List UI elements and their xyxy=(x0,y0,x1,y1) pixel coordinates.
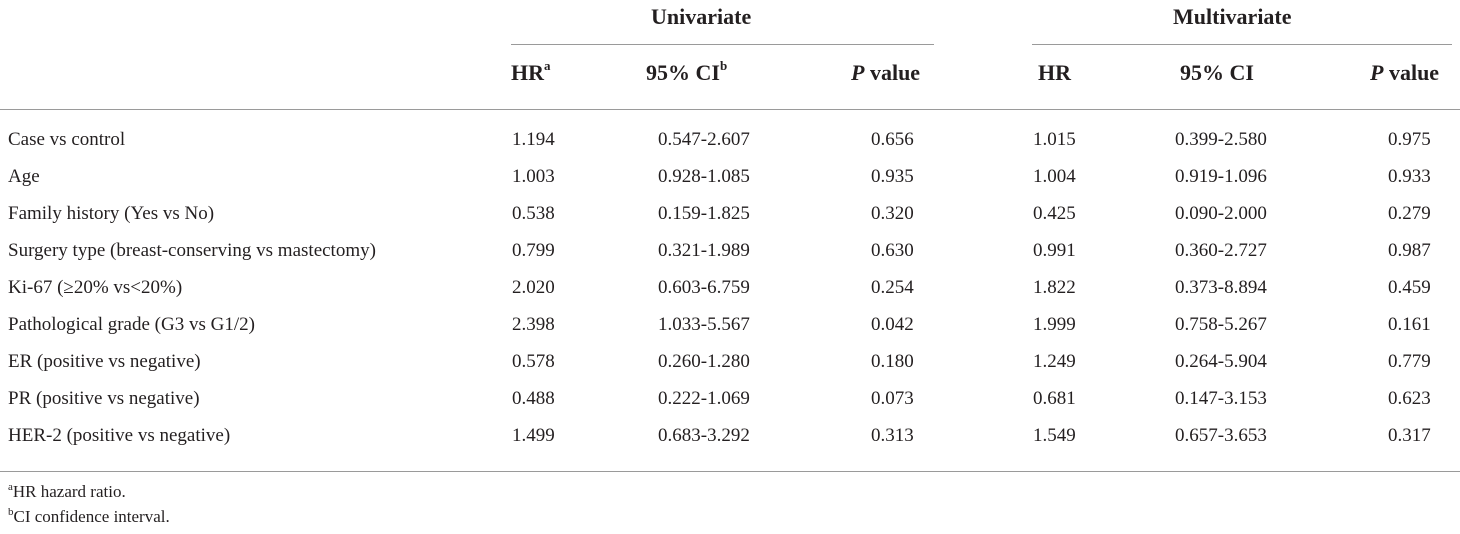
uni-hr-value: 0.578 xyxy=(512,351,555,372)
multi-hr-value: 1.549 xyxy=(1033,425,1076,446)
multi-hr-value: 0.681 xyxy=(1033,388,1076,409)
uni-ci-value: 0.222-1.069 xyxy=(658,388,750,409)
uni-ci-value: 0.928-1.085 xyxy=(658,166,750,187)
uni-hr-value: 0.799 xyxy=(512,240,555,261)
col-header-p-multi-italic: P xyxy=(1370,60,1384,85)
table-row xyxy=(0,234,1460,271)
uni-ci-value: 0.547-2.607 xyxy=(658,129,750,150)
table-row xyxy=(0,271,1460,308)
uni-hr-value: 2.398 xyxy=(512,314,555,335)
col-header-hr-multi-text: HR xyxy=(1038,60,1071,85)
row-label: Age xyxy=(8,166,40,187)
multi-hr-value: 1.015 xyxy=(1033,129,1076,150)
uni-p-value: 0.320 xyxy=(871,203,914,224)
uni-hr-value: 1.003 xyxy=(512,166,555,187)
table-row xyxy=(0,197,1460,234)
header-rule xyxy=(0,109,1460,110)
col-header-ci-sup: b xyxy=(719,58,728,73)
uni-ci-value: 0.321-1.989 xyxy=(658,240,750,261)
multi-p-value: 0.987 xyxy=(1388,240,1431,261)
uni-p-value: 0.656 xyxy=(871,129,914,150)
row-label: Ki-67 (≥20% vs<20%) xyxy=(8,277,183,298)
uni-ci-value: 0.260-1.280 xyxy=(658,351,750,372)
table-row xyxy=(0,123,1460,160)
uni-hr-value: 0.488 xyxy=(512,388,555,409)
multi-p-value: 0.279 xyxy=(1388,203,1431,224)
uni-ci-value: 0.159-1.825 xyxy=(658,203,750,224)
uni-hr-value: 0.538 xyxy=(512,203,555,224)
univariate-group-title: Univariate xyxy=(651,4,752,29)
univariate-rule xyxy=(511,44,934,45)
multi-hr-value: 1.249 xyxy=(1033,351,1076,372)
multivariate-group-title: Multivariate xyxy=(1173,4,1292,29)
uni-ci-value: 1.033-5.567 xyxy=(658,314,750,335)
footnote-hr xyxy=(8,482,126,502)
uni-p-value: 0.254 xyxy=(871,277,914,298)
col-header-ci xyxy=(646,60,727,86)
table-row xyxy=(0,345,1460,382)
col-header-ci-multi xyxy=(1180,60,1254,86)
multi-p-value: 0.623 xyxy=(1388,388,1431,409)
row-label: Surgery type (breast-conserving vs mastectomy) xyxy=(8,240,376,261)
uni-p-value: 0.073 xyxy=(871,388,914,409)
col-header-p-value-multi xyxy=(1370,60,1439,86)
multivariate-rule xyxy=(1032,44,1452,45)
row-label: PR (positive vs negative) xyxy=(8,388,200,409)
multi-hr-value: 0.991 xyxy=(1033,240,1076,261)
multi-hr-value: 0.425 xyxy=(1033,203,1076,224)
col-header-ci-text: 95% CI xyxy=(646,60,720,85)
row-label: Case vs control xyxy=(8,129,126,150)
multi-p-value: 0.317 xyxy=(1388,425,1431,446)
col-header-hr-text: HR xyxy=(511,60,544,85)
uni-hr-value: 1.194 xyxy=(512,129,555,150)
footnote-hr-mark: a xyxy=(8,481,13,493)
col-header-ci-multi-text: 95% CI xyxy=(1180,60,1254,85)
multi-p-value: 0.975 xyxy=(1388,129,1431,150)
col-header-p-italic: P xyxy=(851,60,865,85)
row-label: HER-2 (positive vs negative) xyxy=(8,425,231,446)
multi-ci-value: 0.919-1.096 xyxy=(1175,166,1267,187)
multi-ci-value: 0.399-2.580 xyxy=(1175,129,1267,150)
table-row xyxy=(0,382,1460,419)
uni-hr-value: 2.020 xyxy=(512,277,555,298)
multi-ci-value: 0.758-5.267 xyxy=(1175,314,1267,335)
col-header-p-value xyxy=(851,60,920,86)
multi-ci-value: 0.657-3.653 xyxy=(1175,425,1267,446)
row-label: Pathological grade (G3 vs G1/2) xyxy=(8,314,255,335)
col-header-p-multi-rest: value xyxy=(1383,60,1440,85)
uni-p-value: 0.935 xyxy=(871,166,914,187)
uni-p-value: 0.042 xyxy=(871,314,914,335)
uni-p-value: 0.313 xyxy=(871,425,914,446)
uni-ci-value: 0.683-3.292 xyxy=(658,425,750,446)
table-row xyxy=(0,308,1460,345)
multi-hr-value: 1.004 xyxy=(1033,166,1076,187)
multi-hr-value: 1.999 xyxy=(1033,314,1076,335)
col-header-p-rest: value xyxy=(864,60,921,85)
uni-ci-value: 0.603-6.759 xyxy=(658,277,750,298)
multi-p-value: 0.459 xyxy=(1388,277,1431,298)
multi-ci-value: 0.264-5.904 xyxy=(1175,351,1267,372)
multi-ci-value: 0.360-2.727 xyxy=(1175,240,1267,261)
col-header-hr-sup: a xyxy=(544,58,551,73)
multi-ci-value: 0.090-2.000 xyxy=(1175,203,1267,224)
footnote-ci-text: CI confidence interval. xyxy=(13,507,170,526)
table-row xyxy=(0,160,1460,197)
multi-hr-value: 1.822 xyxy=(1033,277,1076,298)
multi-p-value: 0.933 xyxy=(1388,166,1431,187)
table-bottom-rule xyxy=(0,471,1460,472)
multi-ci-value: 0.373-8.894 xyxy=(1175,277,1267,298)
footnote-hr-text: HR hazard ratio. xyxy=(12,482,126,501)
col-header-hr xyxy=(511,60,551,86)
multi-ci-value: 0.147-3.153 xyxy=(1175,388,1267,409)
row-label: ER (positive vs negative) xyxy=(8,351,201,372)
multi-p-value: 0.161 xyxy=(1388,314,1431,335)
multi-p-value: 0.779 xyxy=(1388,351,1431,372)
table-row xyxy=(0,419,1460,456)
col-header-hr-multi xyxy=(1038,60,1071,86)
uni-p-value: 0.180 xyxy=(871,351,914,372)
row-label: Family history (Yes vs No) xyxy=(8,203,215,224)
footnote-ci-mark: b xyxy=(8,506,14,518)
footnote-ci xyxy=(8,507,170,527)
uni-hr-value: 1.499 xyxy=(512,425,555,446)
uni-p-value: 0.630 xyxy=(871,240,914,261)
